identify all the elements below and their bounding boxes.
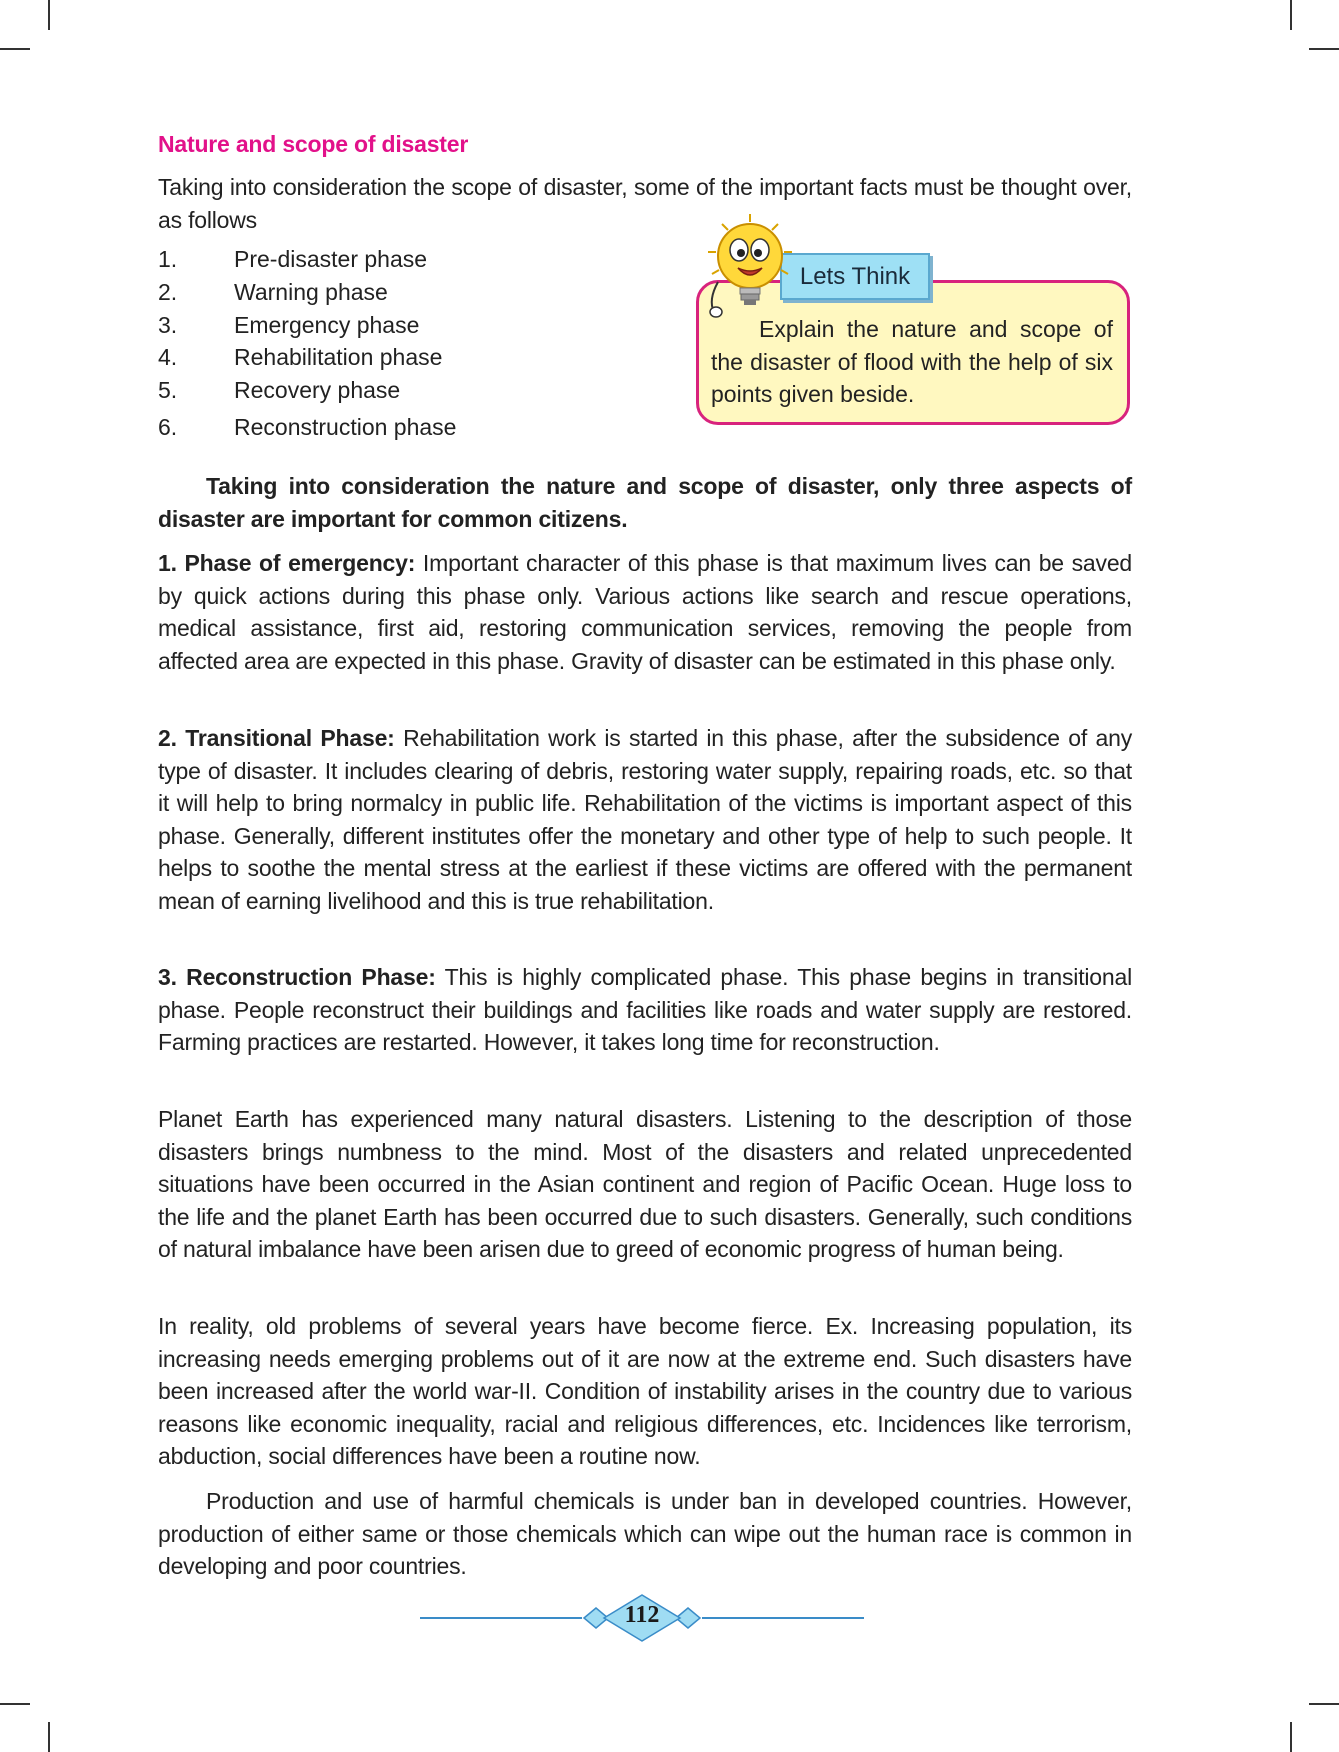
paragraph-harmful-chemicals: Production and use of harmful chemicals is under ban in developed countries. However, production of either same or those chemicals which can wipe out the human race is common in developing and poor countries. [158, 1488, 1132, 1579]
intro-paragraph: Taking into consideration the scope of disaster, some of the important facts must be thought over, as follows [158, 174, 1132, 233]
list-number: 3. [158, 311, 178, 338]
list-number: 2. [158, 278, 178, 305]
list-label: Rehabilitation phase [234, 344, 443, 371]
list-number: 5. [158, 377, 178, 404]
lets-think-tag: Lets Think [780, 253, 930, 300]
crop-mark [48, 0, 50, 30]
lets-think-text: Explain the nature and scope of the disaster of flood with the help of six points given beside. [711, 316, 1113, 407]
crop-mark [1309, 1703, 1339, 1705]
paragraph-old-problems: In reality, old problems of several years have become fierce. Ex. Increasing population, its increasing needs emerging problems out of it are now at the extreme end. Such disasters have been increased after the world war-II. Condition of instability arises in the country due to various reasons like economic inequality, racial and religious differences, etc. Incidences like terrorism, abduction, social differences have been a routine now. [158, 1313, 1132, 1469]
aspect-title: 1. Phase of emergency: [158, 550, 416, 576]
aspect-title: 2. Transitional Phase: [158, 725, 395, 751]
crop-mark [48, 1722, 50, 1752]
lightbulb-mascot-icon [700, 212, 800, 320]
page-number-badge [420, 1594, 864, 1642]
list-label: Pre-disaster phase [234, 246, 428, 272]
crop-mark [0, 1703, 30, 1705]
aspect-title: 3. Reconstruction Phase: [158, 964, 436, 990]
summary-bold: Taking into consideration the nature and scope of disaster, only three aspects of disaster are important for common citizens. [158, 473, 1132, 532]
section-title: Nature and scope of disaster [158, 131, 469, 157]
crop-mark [1290, 0, 1292, 30]
list-label: Emergency phase [234, 311, 420, 338]
aspect-text: Important character of this phase is that maximum lives can be saved by quick actions during this phase only. Various actions like search and rescue operations, medical assistance, first aid, restoring communication services, removing the people from affected area are expected in this phase. Gravity of disaster can be estimated in this phase only. [158, 550, 1132, 674]
crop-mark [1309, 48, 1339, 50]
list-number: 4. [158, 344, 178, 371]
list-label: Warning phase [234, 278, 388, 305]
crop-mark [1290, 1722, 1292, 1752]
aspect-emergency [158, 547, 1132, 677]
list-label: Recovery phase [234, 377, 401, 404]
aspect-reconstruction [158, 961, 1132, 1059]
crop-mark [0, 48, 30, 50]
aspect-transitional [158, 722, 1132, 917]
list-number: 1. [158, 246, 178, 272]
aspect-text: This is highly complicated phase. This phase begins in transitional phase. People reconstruct their buildings and facilities like roads and water supply are restored. Farming practices are restarted. However, it takes long time for reconstruction. [158, 964, 1132, 1055]
paragraph-planet-earth: Planet Earth has experienced many natural disasters. Listening to the description of those disasters brings numbness to the mind. Most of the disasters and related unprecedented situations have been occurred in the Asian continent and region of Pacific Ocean. Huge loss to the life and the planet Earth has been occurred due to such disasters. Generally, such conditions of natural imbalance have been arisen due to greed of economic progress of human being. [158, 1106, 1132, 1262]
aspect-text: Rehabilitation work is started in this phase, after the subsidence of any type of disaster. It includes clearing of debris, restoring water supply, repairing roads, etc. so that it will help to bring normalcy in public life. Rehabilitation of the victims is important aspect of this phase. Generally, different institutes offer the monetary and other type of help to such people. It helps to soothe the mental stress at the earliest if these victims are offered with the permanent mean of earning livelihood and this is true rehabilitation. [158, 725, 1132, 914]
list-number: 6. [158, 413, 178, 440]
list-label: Reconstruction phase [234, 413, 457, 440]
page-number: 112 [624, 1602, 660, 1628]
